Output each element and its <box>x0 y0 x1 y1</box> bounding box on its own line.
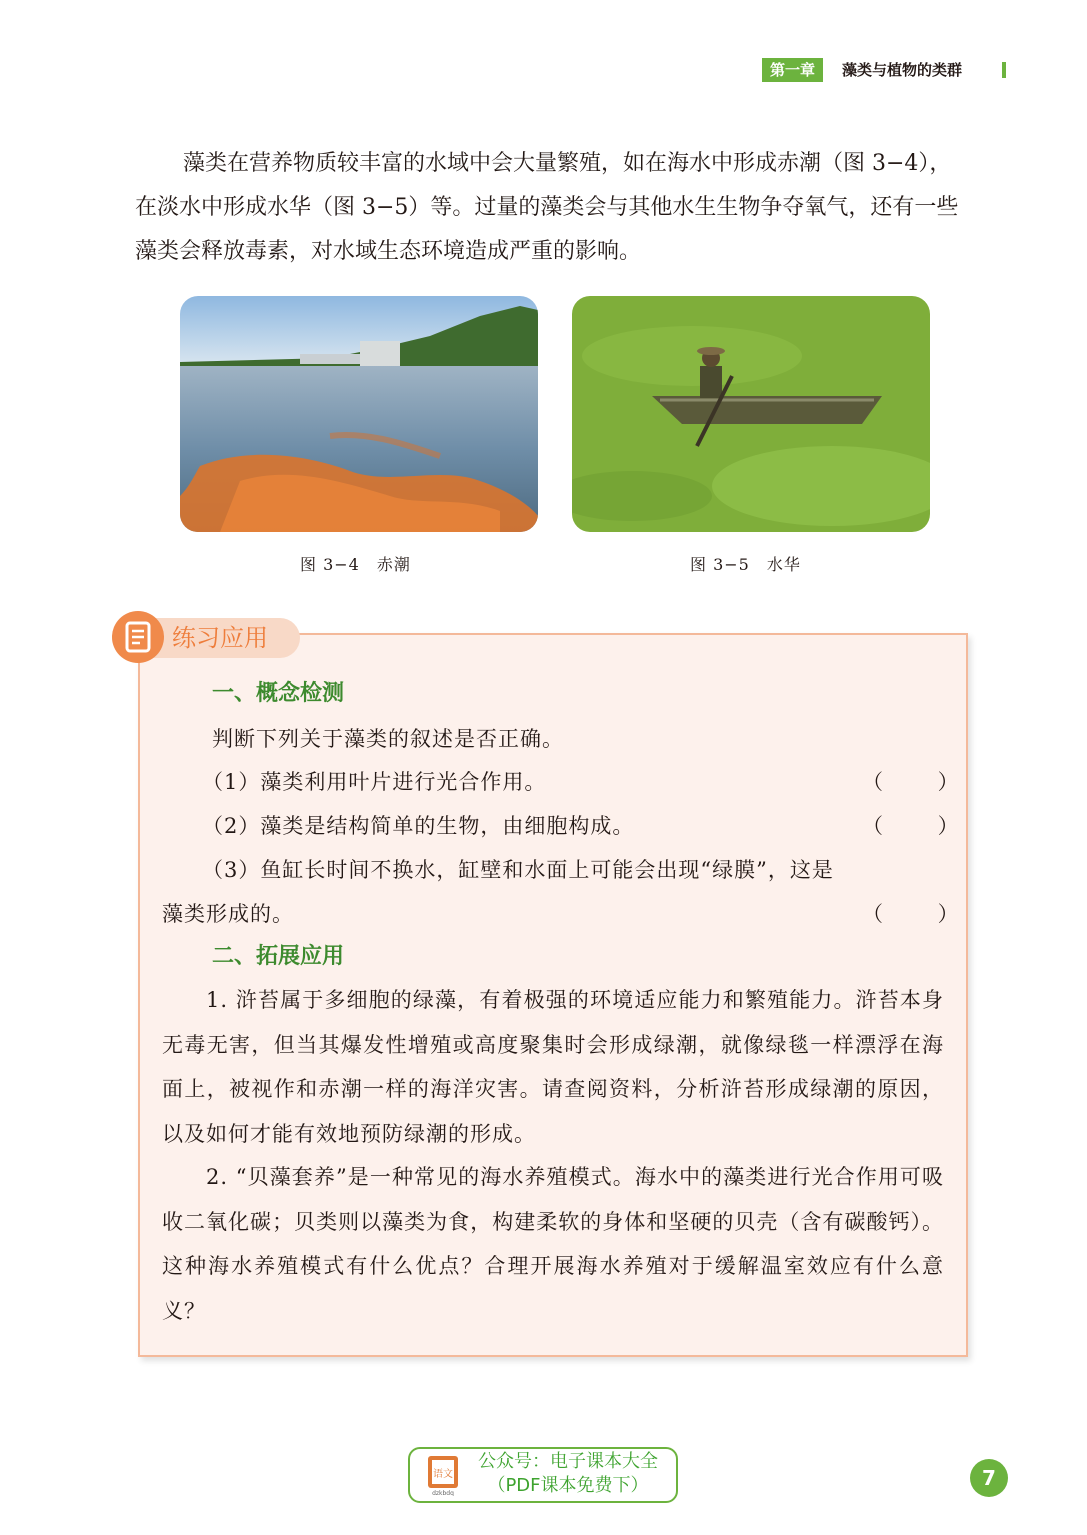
section-heading-extended-application: 二、拓展应用 <box>212 944 345 969</box>
question-item-1: （1）藻类利用叶片进行光合作用。 <box>202 770 547 794</box>
extended-question-1 <box>162 978 944 1156</box>
book-icon <box>426 1454 462 1496</box>
figure-caption-red-tide: 图 3−4 赤潮 <box>300 555 411 574</box>
answer-blank-3: （ ） <box>862 902 959 926</box>
intro-paragraph <box>135 142 970 274</box>
question-item-3-line1: （3）鱼缸长时间不换水，缸壁和水面上可能会出现“绿膜”，这是 <box>202 858 834 882</box>
red-tide-photo <box>180 296 538 532</box>
chapter-tag: 第一章 <box>762 58 823 82</box>
chapter-title: 藻类与植物的类群 <box>842 61 963 79</box>
stamp-line-1: 公众号：电子课本大全 <box>478 1451 658 1472</box>
chapter-bar <box>1002 62 1006 78</box>
extended-question-2 <box>162 1155 944 1333</box>
question-item-3-line2: 藻类形成的。 <box>162 902 294 926</box>
page-number: 7 <box>970 1459 1008 1497</box>
notebook-icon <box>112 611 164 663</box>
answer-blank-2: （ ） <box>862 814 959 838</box>
stamp-line-2: （PDF课本免费下） <box>487 1475 649 1496</box>
figure-caption-algal-bloom: 图 3−5 水华 <box>690 555 801 574</box>
intro-text: 藻类在营养物质较丰富的水域中会大量繁殖，如在海水中形成赤潮（图 3−4），在淡水中形成水华（图 3−5）等。过量的藻类会与其他水生生物争夺氧气，还有一些藻类会释放毒素，对水域生态环境造成严重的影响。 <box>135 151 959 264</box>
algal-bloom-photo <box>572 296 930 532</box>
exercise-title: 练习应用 <box>172 624 268 652</box>
book-icon-caption: dzkbdq <box>432 1490 454 1496</box>
extended-question-1-text: 1. 浒苔属于多细胞的绿藻，有着极强的环境适应能力和繁殖能力。浒苔本身无毒无害，但当其爆发性增殖或高度聚集时会形成绿潮，就像绿毯一样漂浮在海面上，被视作和赤潮一样的海洋灾害。请查阅资料，分析浒苔形成绿潮的原因，以及如何才能有效地预防绿潮的形成。 <box>162 988 944 1146</box>
book-icon-label: 语文 <box>433 1469 453 1480</box>
question-item-2: （2）藻类是结构简单的生物，由细胞构成。 <box>202 814 635 838</box>
judgement-prompt: 判断下列关于藻类的叙述是否正确。 <box>212 727 564 751</box>
answer-blank-1: （ ） <box>862 770 959 794</box>
extended-question-2-text: 2. “贝藻套养”是一种常见的海水养殖模式。海水中的藻类进行光合作用可吸收二氧化碳；贝类则以藻类为食，构建柔软的身体和坚硬的贝壳（含有碳酸钙）。这种海水养殖模式有什么优点？合理开展海水养殖对于缓解温室效应有什么意义？ <box>162 1165 944 1323</box>
section-heading-concept-check: 一、概念检测 <box>212 681 345 706</box>
